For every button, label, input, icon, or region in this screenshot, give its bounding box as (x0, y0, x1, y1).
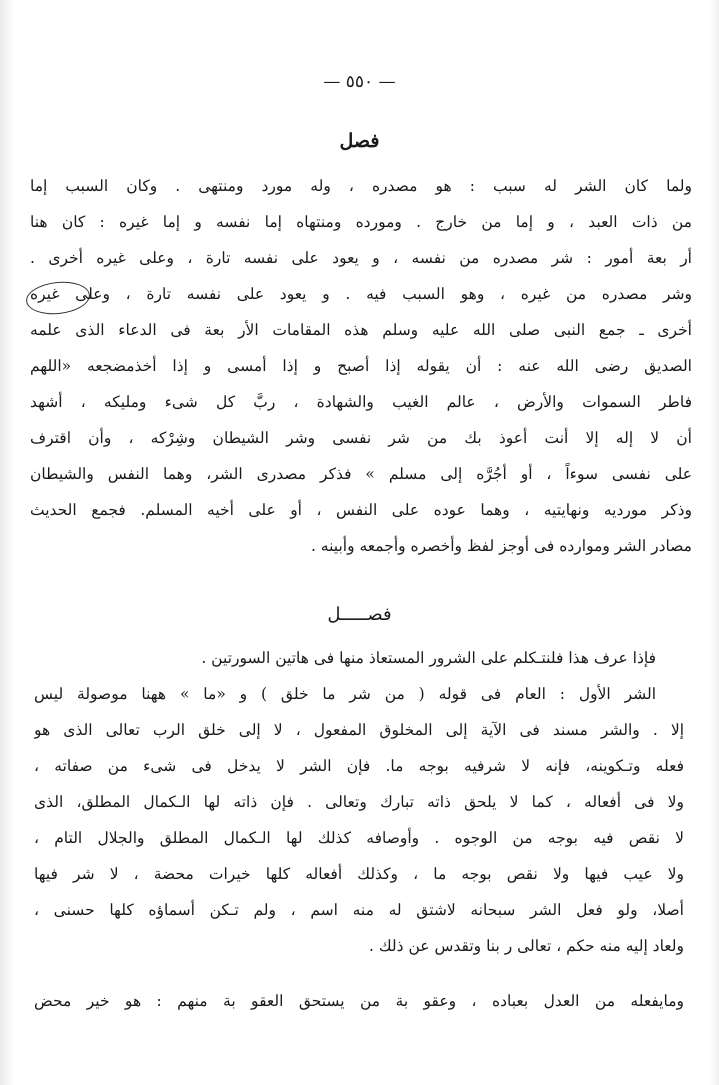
text-line: ولا عيب فيها ولا نقص بوجه ما ، وكذلك أفعاله كلها خيرات محضة ، لا شر فيها (34, 865, 684, 883)
text-line: أخرى ـ جمع النبى صلى الله عليه وسلم هذه المقامات الأر بعة فى الدعاء الذى علمه (30, 321, 692, 339)
text-line: الشر الأول : العام فى قوله ( من شر ما خلق ) و «ما » ههنا موصولة ليس (34, 685, 656, 703)
section-heading: فصـــــل (327, 604, 392, 625)
binding-shadow (0, 0, 14, 1085)
text-line: ولا فى أفعاله ، كما لا يلحق ذاته تبارك وتعالى . فإن ذاته لها الـكمال المطلق، الذى (34, 793, 684, 811)
text-line: إلا . والشر مسند فى الآية إلى المخلوق المفعول ، لا إلى خلق الرب تعالى الذى هو (34, 721, 684, 739)
text-line: الصديق رضى الله عنه : أن يقوله إذا أصبح و إذا أمسى و إذا أخذمضجعه «اللهم (30, 357, 692, 375)
text-line: لا نقص فيه بوجه من الوجوه . وأوصافه كذلك لها الـكمال المطلق والجلال التام ، (34, 829, 684, 847)
text-line: أن لا إله إلا أنت أعوذ بك من شر نفسى وشر الشيطان وشِرْكه ، وأن اقترف (30, 429, 692, 447)
paragraph-1 (30, 168, 692, 564)
text-line: أصلا، ولو فعل الشر سبحانه لاشتق له منه اسم ، ولم تـكن أسماؤه كلها حسنى ، (34, 901, 684, 919)
text-line: على نفسى سوءاً ، أو أجُرَّه إلى مسلم » فذكر مصدرى الشر، وهما النفس والشيطان (30, 465, 692, 483)
text-line: من ذات العبد ، و إما من خارج . ومورده ومنتهاه إما نفسه و إما غيره : كان هنا (30, 213, 692, 231)
text-line: ولعاد إليه منه حكم ، تعالى ر بنا وتقدس عن ذلك . (369, 937, 684, 955)
paragraph-2 (34, 640, 684, 964)
text-line: أر بعة أمور : شر مصدره من نفسه ، و يعود على نفسه تارة ، وعلى غيره أخرى . (30, 249, 692, 267)
page-number: — ٥٥٠ — (323, 72, 396, 92)
text-line: وذكر مورديه ونهايتيه ، وهما عوده على النفس ، أو على أخيه المسلم. فجمع الحديث (30, 501, 692, 519)
section-heading: فصل (339, 130, 380, 152)
text-line: فإذا عرف هذا فلنتـكلم على الشرور المستعاذ منها فى هاتين السورتين . (201, 649, 656, 667)
page-edge-shadow (709, 0, 719, 1085)
paragraph-3 (34, 983, 684, 1019)
text-line: ولما كان الشر له سبب : هو مصدره ، وله مورد ومنتهى . وكان السبب إما (30, 177, 692, 195)
text-line: فاطر السموات والأرض ، عالم الغيب والشهادة ، ربَّ كل شىء ومليكه ، أشهد (30, 393, 692, 411)
text-line: وشر مصدره من غيره ، وهو السبب فيه . و يعود على نفسه تارة ، وعلى غيره (30, 285, 692, 303)
text-line: مصادر الشر وموارده فى أوجز لفظ وأخصره وأجمعه وأبينه . (310, 537, 692, 555)
text-line: فعله وتـكوينه، فإنه لا شرفيه بوجه ما. فإن الشر لا يدخل فى شىء من صفاته ، (34, 757, 684, 775)
text-line: ومايفعله من العدل بعباده ، وعقو بة من يستحق العقو بة منهم : هو خير محض (34, 992, 684, 1010)
